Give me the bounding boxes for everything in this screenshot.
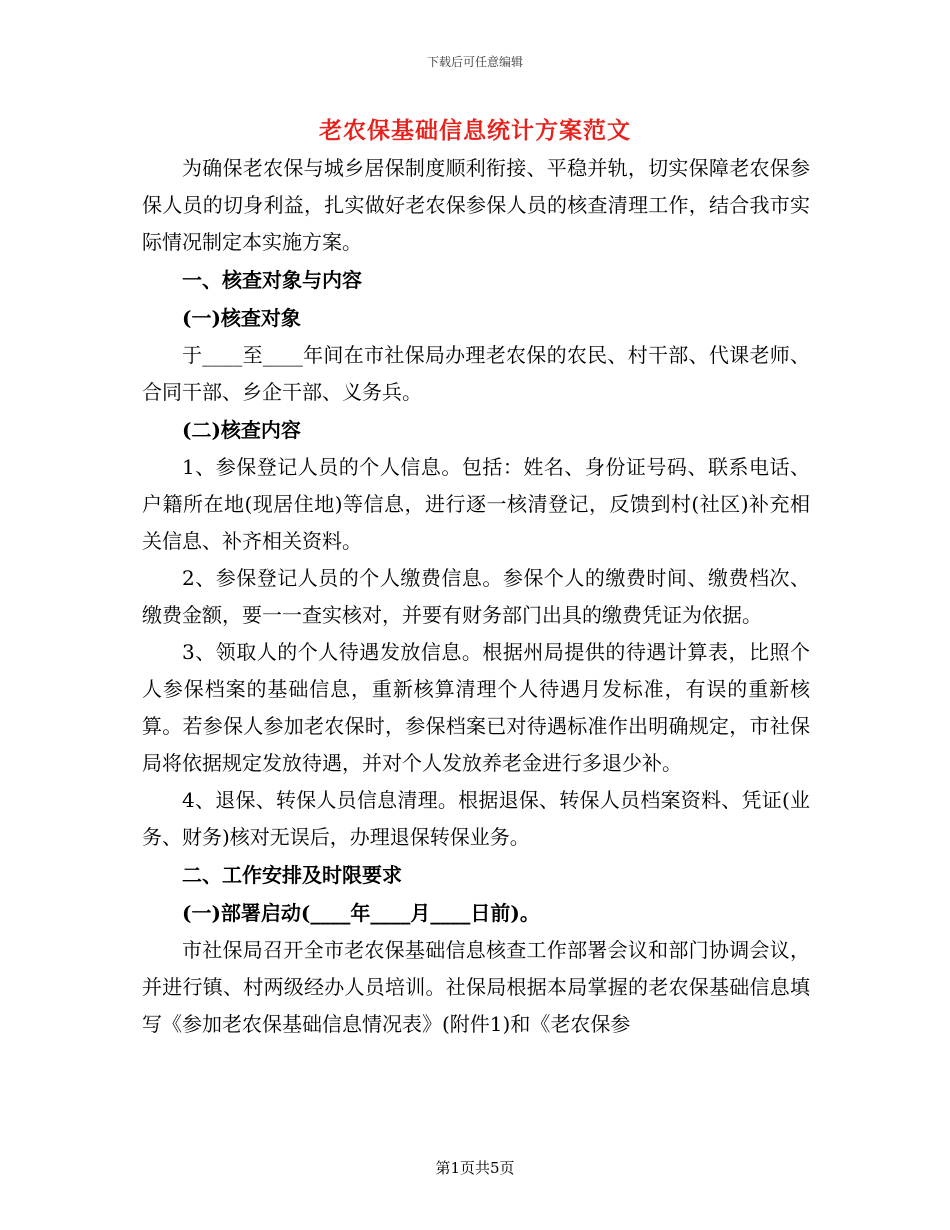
paragraph: 于____至____年间在市社保局办理老农保的农民、村干部、代课老师、合同干部、乡企干部、义务兵。 bbox=[142, 343, 810, 404]
section-heading: 二、工作安排及时限要求 bbox=[182, 863, 402, 887]
paragraph: 4、退保、转保人员信息清理。根据退保、转保人员档案资料、凭证(业务、财务)核对无误后，办理退保转保业务。 bbox=[142, 788, 810, 849]
subsection-heading: (一)核查对象 bbox=[182, 306, 301, 330]
paragraph: 1、参保登记人员的个人信息。包括：姓名、身份证号码、联系电话、户籍所在地(现居住地)等信息，进行逐一核清登记，反馈到村(社区)补充相关信息、补齐相关资料。 bbox=[142, 455, 810, 553]
paragraph: 市社保局召开全市老农保基础信息核查工作部署会议和部门协调会议，并进行镇、村两级经办人员培训。社保局根据本局掌握的老农保基础信息填写《参加老农保基础信息情况表》(附件1)和《老农保参 bbox=[142, 938, 810, 1036]
page-header-note: 下载后可任意编辑 bbox=[426, 55, 523, 69]
section-heading: 一、核查对象与内容 bbox=[182, 268, 362, 292]
paragraph: 为确保老农保与城乡居保制度顺利衔接、平稳并轨，切实保障老农保参保人员的切身利益，扎实做好老农保参保人员的核查清理工作，结合我市实际情况制定本实施方案。 bbox=[142, 156, 810, 254]
page-footer-number: 第1页共5页 bbox=[435, 1159, 515, 1177]
document-body bbox=[142, 150, 810, 1043]
document-title: 老农保基础信息统计方案范文 bbox=[319, 117, 631, 144]
subsection-heading: (一)部署启动(____年____月____日前)。 bbox=[182, 901, 540, 925]
subsection-heading: (二)核查内容 bbox=[182, 418, 301, 442]
paragraph: 3、领取人的个人待遇发放信息。根据州局提供的待遇计算表，比照个人参保档案的基础信息，重新核算清理个人待遇月发标准，有误的重新核算。若参保人参加老农保时，参保档案已对待遇标准作出明确规定，市社保局将依据规定发放待遇，并对个人发放养老金进行多退少补。 bbox=[142, 640, 810, 775]
paragraph: 2、参保登记人员的个人缴费信息。参保个人的缴费时间、缴费档次、缴费金额，要一一查实核对，并要有财务部门出具的缴费凭证为依据。 bbox=[142, 566, 810, 627]
